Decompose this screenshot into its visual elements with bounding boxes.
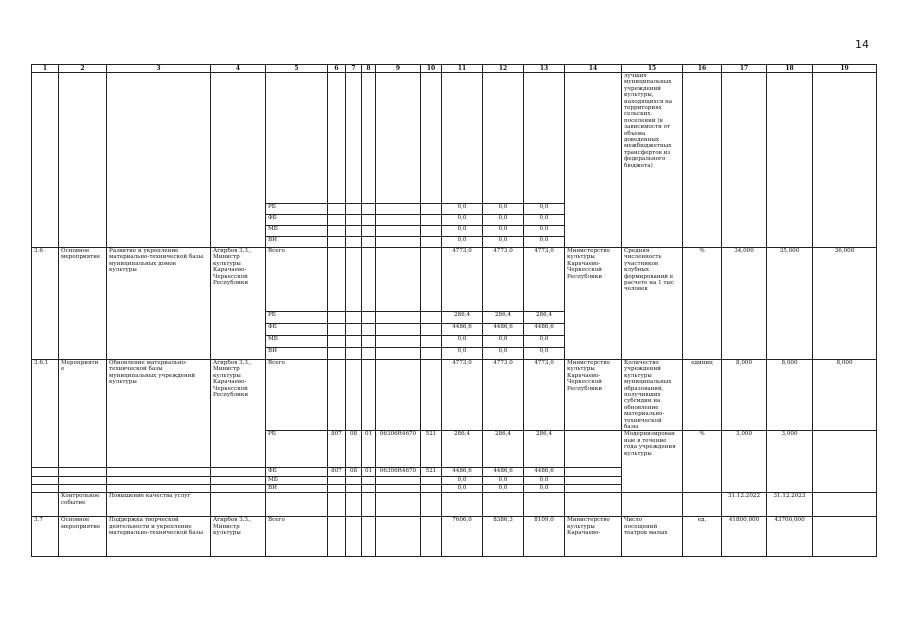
value-cell: 0,0 <box>442 237 483 248</box>
table-row <box>32 248 877 312</box>
table-row <box>32 493 877 517</box>
value-cell: 0,0 <box>483 336 524 348</box>
funding-source: ВИ <box>266 485 328 493</box>
responsible-person: Агирбов З.З., Министр культуры Карачаево- Черкесской Республики <box>211 248 266 360</box>
value-cell: 0,0 <box>483 226 524 237</box>
header-cell: 19 <box>813 65 877 73</box>
header-cell: 6 <box>328 65 346 73</box>
funding-source: Всего <box>266 517 328 557</box>
item-type: Контрольное событие <box>59 493 107 517</box>
item-name: Обновление материально- технической базы муниципальных учреждений культуры <box>107 360 211 468</box>
value-cell: 286,4 <box>483 431 524 468</box>
value-cell: 34,000 <box>722 248 767 360</box>
header-cell: 10 <box>421 65 442 73</box>
funding-source: МБ <box>266 336 328 348</box>
table-row: РБ 807 08 01 06306R4670 521 286,4 286,4 286,4 Модернизирован ные в течение года учреждения культуры % 3,000 3,000 <box>32 431 877 468</box>
unit: ед. <box>683 517 722 557</box>
funding-source: ВИ <box>266 348 328 360</box>
funding-source: Всего <box>266 248 328 312</box>
value-cell: 8386,3 <box>483 517 524 557</box>
value-cell: 8,000 <box>767 360 813 431</box>
value-cell: 0,0 <box>483 204 524 215</box>
executor: Министерство культуры Карачаево- Черкесской Республики <box>565 248 622 360</box>
funding-source: ФБ <box>266 468 328 477</box>
header-row <box>32 65 877 73</box>
value-cell: 4773,0 <box>483 360 524 431</box>
value-cell: 4486,6 <box>442 468 483 477</box>
value-cell: 0,0 <box>442 215 483 226</box>
value-cell: 0,0 <box>483 477 524 485</box>
value-cell: 4773,0 <box>442 248 483 312</box>
funding-source: ФБ <box>266 215 328 226</box>
value-cell: 286,4 <box>524 312 565 324</box>
header-cell: 9 <box>376 65 421 73</box>
value-cell: 0,0 <box>442 485 483 493</box>
header-cell: 15 <box>622 65 683 73</box>
value-cell: 0,0 <box>524 237 565 248</box>
unit: единиц <box>683 360 722 431</box>
item-type: Основное мероприятие <box>59 248 107 360</box>
value-cell: 0,0 <box>442 348 483 360</box>
value-cell: 4773,0 <box>442 360 483 431</box>
header-cell: 8 <box>362 65 376 73</box>
executor: Министерство культуры Карачаево- <box>565 517 622 557</box>
value-cell: 8,000 <box>722 360 767 431</box>
value-cell: 286,4 <box>442 431 483 468</box>
funding-source: ВИ <box>266 237 328 248</box>
header-cell: 7 <box>346 65 362 73</box>
value-cell: 4486,6 <box>483 324 524 336</box>
header-cell: 12 <box>483 65 524 73</box>
indicator-name: лучших муниципальных учреждений культуры, находящихся на территориях сельских поселений (в зависимости от объема доведенных межбюджетных трансфертов из федерального бюджета) <box>622 73 683 248</box>
value-cell: 0,0 <box>483 348 524 360</box>
value-cell: 286,4 <box>483 312 524 324</box>
indicator-name: Средняя численность участников клубных формирований в расчете на 1 тыс человек <box>622 248 683 360</box>
item-number: 3.6 <box>32 248 59 360</box>
responsible-person: Агирбов З.З., Министр культуры Карачаево- Черкесской Республики <box>211 360 266 468</box>
program-table <box>31 64 877 557</box>
value-cell: 0,0 <box>524 215 565 226</box>
value-cell: 7606,0 <box>442 517 483 557</box>
header-cell: 1 <box>32 65 59 73</box>
table-row <box>32 517 877 557</box>
table-row <box>32 73 877 204</box>
value-cell: 4486,6 <box>483 468 524 477</box>
value-cell: 4486,6 <box>524 324 565 336</box>
header-cell: 4 <box>211 65 266 73</box>
unit: % <box>683 248 722 360</box>
funding-source: РБ <box>266 312 328 324</box>
value-cell: 0,0 <box>524 485 565 493</box>
unit: % <box>683 431 722 493</box>
value-cell: 3,000 <box>722 431 767 493</box>
value-cell: 4773,0 <box>524 360 565 431</box>
value-cell: 4486,6 <box>524 468 565 477</box>
value-cell: 41800,000 <box>722 517 767 557</box>
indicator-name: Модернизирован ные в течение года учреждения культуры <box>622 431 683 493</box>
value-cell: 4773,0 <box>483 248 524 312</box>
responsible-person: Агирбов З.З., Министр культуры <box>211 517 266 557</box>
value-cell: 36,000 <box>813 248 877 360</box>
value-cell: 8,000 <box>813 360 877 431</box>
value-cell: 43700,000 <box>767 517 813 557</box>
header-cell: 16 <box>683 65 722 73</box>
funding-source: МБ <box>266 226 328 237</box>
value-cell: 4486,6 <box>442 324 483 336</box>
value-cell: 8109,0 <box>524 517 565 557</box>
header-cell: 5 <box>266 65 328 73</box>
funding-source: Всего <box>266 360 328 431</box>
header-cell: 2 <box>59 65 107 73</box>
item-number: 3.7 <box>32 517 59 557</box>
header-cell: 14 <box>565 65 622 73</box>
date-cell: 31.12.2023 <box>767 493 813 517</box>
item-name: Повышение качества услуг <box>107 493 211 517</box>
executor: Министерство культуры Карачаево- Черкесской Республики <box>565 360 622 431</box>
table-row: ФБ 807 08 01 06306R4670 521 4486,6 4486,6 4486,6 <box>32 468 877 477</box>
value-cell: 4773,0 <box>524 248 565 312</box>
value-cell: 0,0 <box>442 204 483 215</box>
value-cell: 0,0 <box>524 204 565 215</box>
header-cell: 11 <box>442 65 483 73</box>
value-cell: 0,0 <box>442 336 483 348</box>
value-cell: 0,0 <box>524 226 565 237</box>
header-cell: 18 <box>767 65 813 73</box>
funding-source: МБ <box>266 477 328 485</box>
indicator-name: Число посещений театров малых <box>622 517 683 557</box>
value-cell: 35,000 <box>767 248 813 360</box>
item-type: Основное мероприятие <box>59 517 107 557</box>
value-cell: 0,0 <box>524 477 565 485</box>
value-cell: 3,000 <box>767 431 813 493</box>
item-name: Поддержка творческой деятельности и укрепление материально-технической базы <box>107 517 211 557</box>
value-cell: 0,0 <box>483 485 524 493</box>
value-cell: 0,0 <box>483 237 524 248</box>
value-cell: 0,0 <box>442 226 483 237</box>
page-number: 14 <box>855 38 869 51</box>
value-cell: 286,4 <box>524 431 565 468</box>
table-row <box>32 360 877 431</box>
item-name: Развитие и укрепление материально-технической базы муниципальных домов культуры <box>107 248 211 360</box>
funding-source: РБ <box>266 431 328 468</box>
value-cell: 0,0 <box>524 336 565 348</box>
value-cell: 0,0 <box>524 348 565 360</box>
funding-source: ФБ <box>266 324 328 336</box>
value-cell: 0,0 <box>483 215 524 226</box>
item-number: 3.6.1 <box>32 360 59 468</box>
item-type: Мероприяти е <box>59 360 107 468</box>
date-cell: 31.12.2022 <box>722 493 767 517</box>
value-cell: 286,4 <box>442 312 483 324</box>
header-cell: 3 <box>107 65 211 73</box>
header-cell: 17 <box>722 65 767 73</box>
funding-source: РБ <box>266 204 328 215</box>
indicator-name: Количество учреждений культуры муниципальных образований, получивших субсидии на обновление материально- технической базы <box>622 360 683 431</box>
header-cell: 13 <box>524 65 565 73</box>
value-cell: 0,0 <box>442 477 483 485</box>
